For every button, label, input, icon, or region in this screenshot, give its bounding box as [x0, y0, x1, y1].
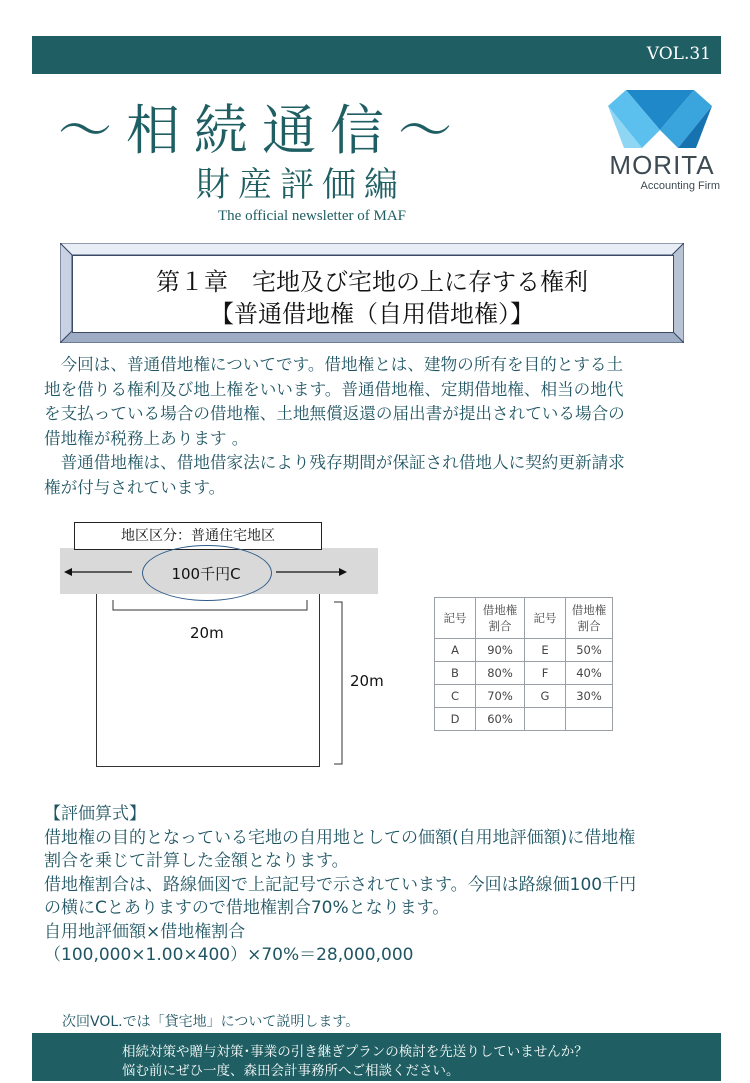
intro-line: 今回は、普通借地権についてです。借地権とは、建物の所有を目的とする土 [44, 355, 624, 374]
table-cell: 40% [566, 662, 613, 685]
table-cell: 70% [476, 685, 525, 708]
table-row [435, 662, 613, 685]
table-cell: F [525, 662, 566, 685]
table-cell: A [435, 639, 476, 662]
formula-line: の横にCとありますので借地権割合70%となります。 [44, 898, 450, 918]
formula-heading: 【評価算式】 [44, 804, 146, 824]
table-header: 借地権 割合 [476, 598, 525, 639]
road-price-label: 100千円C [171, 565, 241, 583]
chapter-topic: 【普通借地権（自用借地権）】 [210, 300, 534, 328]
chapter-title: 第１章 宅地及び宅地の上に存する権利 [156, 268, 588, 296]
intro-line: 権が付与されています。 [44, 477, 226, 497]
table-cell: B [435, 662, 476, 685]
formula-calculation: （100,000×1.00×400）×70%＝28,000,000 [44, 945, 414, 965]
formula-section [44, 803, 734, 968]
intro-paragraph [44, 353, 730, 500]
volume-label: VOL.31 [646, 44, 711, 64]
next-issue-note: 次回VOL.では「貸宅地」について説明します。 [62, 1014, 360, 1030]
leasehold-ratio-table [434, 597, 613, 731]
lot-width-label: 20m [190, 624, 224, 642]
table-header: 記号 [525, 598, 566, 639]
table-cell: 90% [476, 639, 525, 662]
depth-bracket-icon [332, 600, 346, 766]
logo-name: MORITA [609, 150, 715, 180]
table-cell [525, 708, 566, 731]
width-bracket-icon [110, 598, 310, 614]
intro-line: 借地権が税務上あります 。 [44, 428, 249, 448]
intro-line: を支払っている場合の借地権、土地無償返還の届出書が提出されている場合の [44, 404, 625, 423]
table-cell: C [435, 685, 476, 708]
newsletter-title: 〜相続通信〜 [58, 99, 466, 162]
footer-line: 相続対策や贈与対策･事業の引き継ぎプランの検討を先送りしていませんか？ [122, 1044, 588, 1060]
table-cell: 60% [476, 708, 525, 731]
intro-line: 地を借りる権利及び地上権をいいます。普通借地権、定期借地権、相当の地代 [44, 379, 624, 399]
table-cell [566, 708, 613, 731]
lot-outline [96, 594, 320, 767]
lot-depth-label: 20m [350, 672, 384, 690]
formula-line: 借地権割合は、路線価図で上記記号で示されています。今回は路線価100千円 [44, 874, 637, 895]
formula-line: 借地権の目的となっている宅地の自用地としての価額(自用地評価額)に借地権 [44, 827, 636, 848]
table-cell: 50% [566, 639, 613, 662]
formula-line: 割合を乗じて計算した金額となります。 [44, 851, 349, 871]
header-bar [32, 36, 721, 74]
table-row [435, 639, 613, 662]
table-cell: 30% [566, 685, 613, 708]
table-cell: 80% [476, 662, 525, 685]
table-cell: E [525, 639, 566, 662]
newsletter-subtitle: 財産評価編 [196, 165, 406, 205]
footer-line: 悩む前にぜひ一度、森田会計事務所へご相談ください。 [122, 1063, 460, 1079]
district-label: 地区区分：普通住宅地区 [74, 522, 322, 550]
table-cell: D [435, 708, 476, 731]
intro-line: 普通借地権は、借地借家法により残存期間が保証され借地人に契約更新請求 [44, 453, 625, 472]
logo-subtitle: Accounting Firm [640, 180, 720, 192]
formula-line: 自用地評価額×借地権割合 [44, 921, 246, 942]
table-row [435, 685, 613, 708]
table-header: 借地権 割合 [566, 598, 613, 639]
newsletter-tagline: The official newsletter of MAF [218, 208, 407, 224]
table-row [435, 708, 613, 731]
table-cell: G [525, 685, 566, 708]
table-header: 記号 [435, 598, 476, 639]
